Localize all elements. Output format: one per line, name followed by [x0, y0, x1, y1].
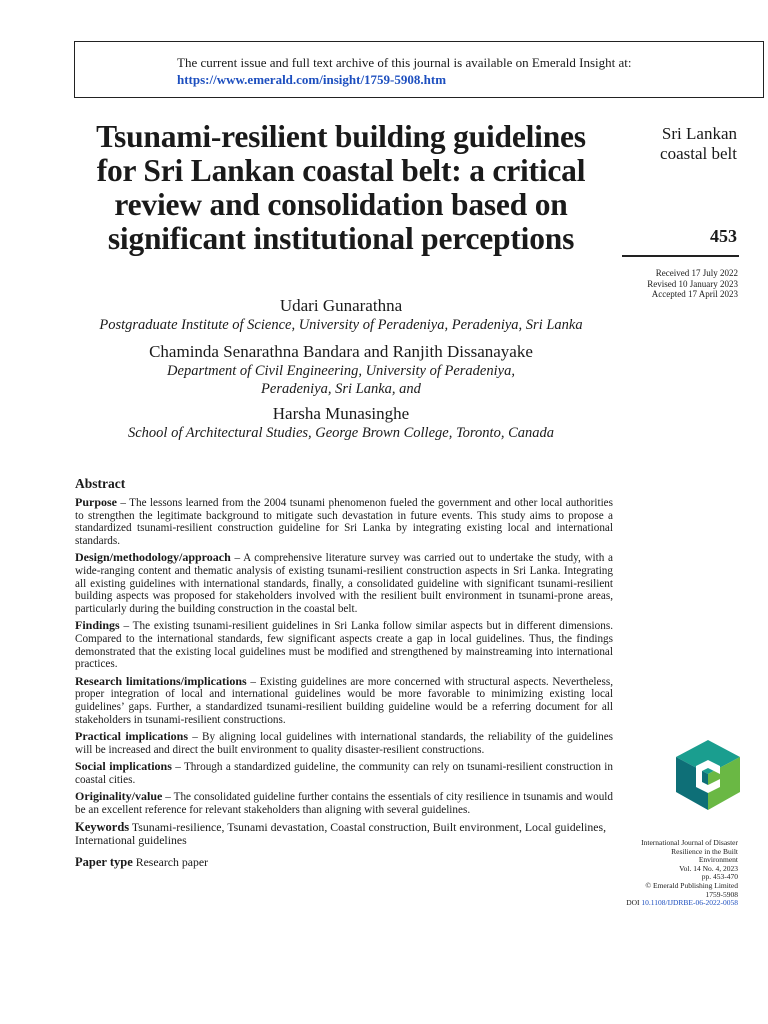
section-text: Existing guidelines are more concerned with structural aspects. Nevertheless, proper integration of local and international guidelines would be more favorable to minimizing existing local guidelines’ gaps. Further, a standardized tsunami-resilient building guideline would be a referring document for all stakeholders in tsunami-resilient constructions. [75, 675, 614, 726]
dash: – [120, 497, 126, 509]
abstract-purpose [75, 496, 613, 547]
section-label: Practical implications [75, 729, 189, 744]
abstract-heading: Abstract [75, 476, 126, 491]
abstract-originality [75, 790, 613, 816]
section-text: The existing tsunami-resilient guidelines in Sri Lanka follow similar aspects but in different dimensions. Compared to the international standards, few significant aspects create a gap in local guidelines. Thus, the findings demonstrated that the existing local guidelines must be modified and strengthened by mainstreaming into international practices. [75, 620, 614, 671]
page-number: 453 [710, 226, 737, 246]
accepted-date: Accepted 17 April 2023 [651, 289, 738, 299]
running-head-line1: Sri Lankan [661, 124, 737, 143]
dash: – [123, 620, 130, 633]
journal-name: International Journal of Disaster [641, 838, 738, 847]
article-title: Tsunami-resilient building guidelines for Sri Lankan coastal belt: a critical review and consolidation based on significant institutional perceptions [96, 119, 586, 256]
section-label: Purpose [75, 495, 117, 509]
author-name: Chaminda Senarathna Bandara and Ranjith Dissanayake [149, 342, 533, 361]
running-head-line2: coastal belt [660, 144, 737, 163]
abstract [75, 476, 613, 870]
dash: – [234, 552, 241, 565]
section-text: By aligning local guidelines with international standards, the reliability of the guidelines will be increased and direct the built environment to quality disaster-resilient constructions. [75, 731, 614, 756]
section-label: Design/methodology/approach [75, 550, 231, 565]
author-affiliation: Peradeniya, Sri Lanka, and [261, 381, 421, 397]
doi-label: DOI [626, 898, 640, 908]
section-label: Originality/value [75, 789, 163, 804]
section-text: A comprehensive literature survey was carried out to undertake the study, with a wide-ranging content and thematic analysis of existing tsunami-resilient construction aspects in Sri Lanka. Integrating all existing guidelines with international standards, finally, a consolidated guideline with significant tsunami-resilient building aspects was proposed for stakeholders involved with the resilient built environment in tsunami-prone areas, particularly during the building construction in the coastal belt. [75, 552, 613, 615]
journal-link[interactable]: https://www.emerald.com/insight/1759-5908.htm [177, 72, 447, 87]
journal-volume: Vol. 14 No. 4, 2023 [679, 863, 738, 873]
dash: – [175, 761, 181, 774]
abstract-practical [75, 730, 613, 756]
running-head [622, 124, 737, 164]
journal-pages: pp. 453-470 [701, 872, 738, 882]
access-banner [74, 41, 764, 98]
doi-line [600, 899, 738, 908]
journal-name: Resilience in the Built [671, 846, 738, 856]
issn: 1759-5908 [705, 889, 738, 899]
journal-name: Environment [698, 855, 738, 865]
history-dates [600, 268, 738, 300]
author-affiliation: School of Architectural Studies, George Brown College, Toronto, Canada [128, 425, 554, 441]
author-affiliation: Postgraduate Institute of Science, University of Peradeniya, Peradeniya, Sri Lanka [99, 317, 583, 333]
keywords [75, 821, 613, 848]
received-date: Received 17 July 2022 [655, 268, 738, 278]
copyright: © Emerald Publishing Limited [645, 880, 738, 890]
section-label: Social implications [75, 759, 172, 774]
keywords-text: Tsunami-resilience, Tsunami devastation, Coastal construction, Built environment, Local guidelines, International guidelines [75, 819, 607, 848]
author-block [74, 292, 608, 442]
section-label: Research limitations/implications [75, 673, 247, 688]
section-text: The consolidated guideline further contains the essentials of city resilience in tsunamis and would be an excellent reference for relevant stakeholders than aligning with several guidelines. [75, 791, 614, 817]
abstract-methodology [75, 551, 613, 615]
banner-text: The current issue and full text archive of this journal is available on Emerald Insight at: [177, 55, 632, 70]
paper-type [75, 855, 613, 870]
section-text: Through a standardized guideline, the community can rely on tsunami-resilient construction in coastal cities. [75, 761, 614, 786]
page-rule [622, 255, 739, 257]
emerald-logo-icon [676, 740, 740, 810]
paper-type-text: Research paper [135, 854, 209, 869]
dash: – [165, 791, 171, 804]
doi-link[interactable]: 10.1108/IJDRBE-06-2022-0058 [641, 898, 738, 908]
author-name: Harsha Munasinghe [272, 404, 410, 423]
journal-info [600, 839, 738, 908]
section-label: Findings [75, 618, 120, 633]
dash: – [192, 731, 198, 744]
keywords-label: Keywords [75, 819, 130, 834]
dash: – [250, 675, 256, 688]
author-affiliation: Department of Civil Engineering, University of Peradeniya, [167, 363, 515, 379]
abstract-social [75, 760, 613, 786]
revised-date: Revised 10 January 2023 [647, 278, 738, 289]
author-name: Udari Gunarathna [279, 296, 403, 315]
abstract-findings [75, 619, 613, 670]
abstract-limitations [75, 675, 613, 726]
section-text: The lessons learned from the 2004 tsunami phenomenon fueled the government and other local authorities to strengthen the legitimate background to mitigate such devastation in future events. This study aims to propose a standardized tsunami-resilient construction guideline for Sri Lanka by integrating existing local and international standards. [75, 497, 613, 547]
paper-type-label: Paper type [75, 854, 133, 869]
